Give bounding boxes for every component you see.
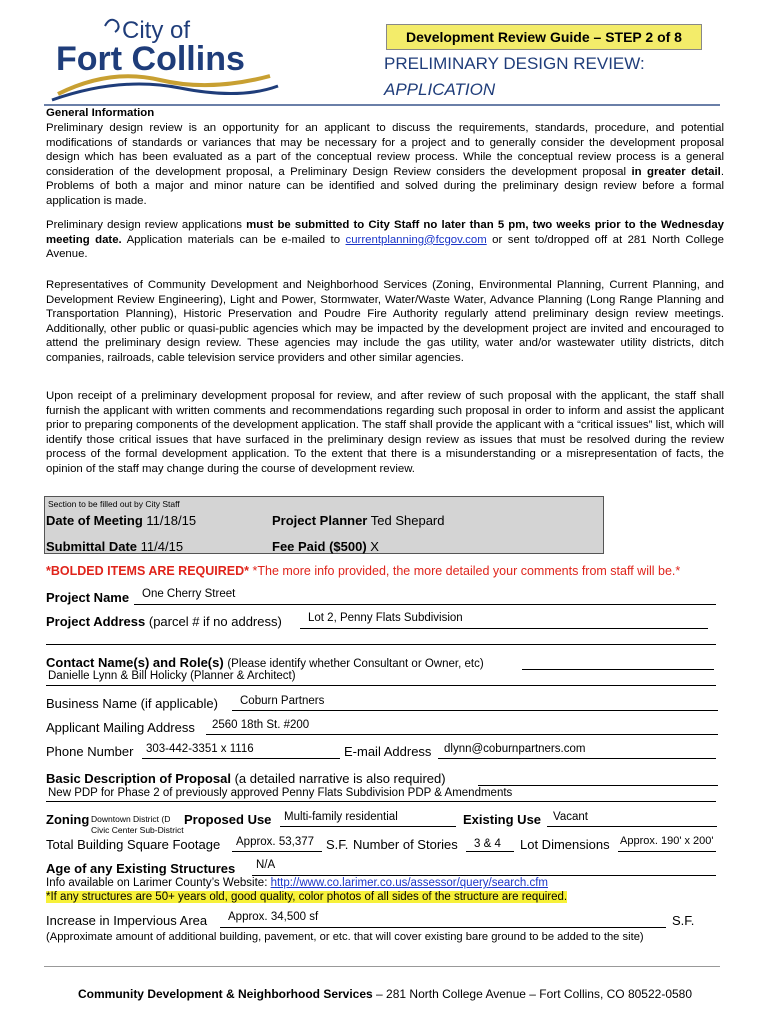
lot-label: Lot Dimensions [520, 837, 610, 852]
project-address-line [300, 628, 708, 629]
staff-caption: Section to be filled out by City Staff [48, 499, 180, 509]
footage-label: Total Building Square Footage [46, 837, 221, 852]
project-address-field[interactable]: Lot 2, Penny Flats Subdivision [308, 612, 463, 624]
paragraph-3: Representatives of Community Development and Neighborhood Services (Zoning, Environmental Planning, Current Planning, and Development Review Engineering), Light and Power, Stormwater, Water/Waste Water, Advance Planning (Long Range Planning and Transportation Planning), Historic Preservation and Poudre Fire Authority regularly attend preliminary design review meetings. Additionally, other public or quasi-public agencies which may be impacted by the development project are invited and encouraged to attend the preliminary design review. These agencies may include the gas utility, water and/or wastewater utility districts, ditch companies, railroads, cable television service providers and other similar agencies. [46, 279, 724, 364]
email-field[interactable]: dlynn@coburnpartners.com [444, 743, 586, 755]
business-label: Business Name (if applicable) [46, 696, 218, 711]
description-field[interactable]: New PDP for Phase 2 of previously approved Penny Flats Subdivision PDP & Amendments [48, 787, 513, 799]
paragraph-1: Preliminary design review is an opportunity for an applicant to discuss the requirements, standards, procedure, and potential modifications of standards or variances that may be necessary for a project and to generally consider the development proposal design which has been evaluated as a part of the conceptual review process. While the conceptual review process is a general consideration of the development proposal, a Preliminary Design Review considers the development proposal in greater detail. Problems of both a major and minor nature can be identified and solved during the preliminary design review before a formal application is made. [46, 122, 724, 207]
existing-use-field[interactable]: Vacant [553, 811, 588, 823]
mailing-label: Applicant Mailing Address [46, 720, 195, 735]
paragraph-2: Preliminary design review applications must be submitted to City Staff no later than 5 pm, two weeks prior to the Wednesday meeting date. Application materials can be e-mailed to currentplanning@fcgov.com or sent to/dropped off at 281 North College Avenue. [46, 219, 724, 261]
project-planner: Project Planner Ted Shepard [272, 513, 445, 528]
project-name-line [134, 604, 716, 605]
footer-divider [44, 966, 720, 967]
info-line: Info available on Larimer County’s Website: http://www.co.larimer.co.us/assessor/query/search.cfm [46, 877, 548, 889]
page-subtitle: APPLICATION [384, 80, 496, 99]
paragraph-4: Upon receipt of a preliminary development proposal for review, and after review of such proposal with the applicant, the staff shall furnish the applicant with written comments and recommendations regarding such proposal in order to inform and assist the applicant prior to preparing components of the development application. The staff shall provide the applicant with a “critical issues” list, which will identify those critical issues that have surfaced in the preliminary design review as issues that must be resolved during the review process of the formal development application. To the extent that there is a misunderstanding or a misrepresentation of facts, the opinion of the staff may change during the course of development review. [46, 390, 724, 475]
phone-field[interactable]: 303-442-3351 x 1116 [146, 743, 254, 755]
impervious-line [220, 927, 666, 928]
description-line-1 [478, 785, 718, 786]
description-line-2 [46, 801, 716, 802]
general-heading: General Information [46, 107, 155, 119]
footage-line [232, 851, 322, 852]
email-link[interactable]: currentplanning@fcgov.com [345, 233, 487, 246]
age-label: Age of any Existing Structures [46, 861, 236, 876]
business-field[interactable]: Coburn Partners [240, 695, 325, 707]
meeting-date: Date of Meeting 11/18/15 [46, 513, 197, 528]
phone-line [142, 758, 340, 759]
zoning-label: Zoning [46, 812, 90, 827]
phone-label: Phone Number [46, 744, 134, 759]
submittal-date: Submittal Date 11/4/15 [46, 539, 184, 554]
proposed-use-label: Proposed Use [184, 812, 272, 827]
contact-field[interactable]: Danielle Lynn & Bill Holicky (Planner & Architect) [48, 670, 296, 682]
footage-unit: S.F. [326, 837, 349, 852]
zoning-field[interactable]: Downtown District (D [91, 814, 171, 824]
step-badge: Development Review Guide – STEP 2 of 8 [386, 24, 702, 50]
zoning-subdistrict[interactable]: Civic Center Sub-District [91, 825, 184, 835]
age-line [252, 875, 716, 876]
fee-paid: Fee Paid ($500) X [272, 539, 379, 554]
page-title: PRELIMINARY DESIGN REVIEW: [384, 54, 645, 73]
project-name-label: Project Name [46, 590, 130, 605]
assessor-link[interactable]: http://www.co.larimer.co.us/assessor/query/search.cfm [270, 877, 548, 889]
contact-line-1 [522, 669, 714, 670]
age-field[interactable]: N/A [256, 859, 276, 871]
stories-label: Number of Stories [353, 837, 458, 852]
mailing-line [206, 734, 718, 735]
lot-line [618, 851, 716, 852]
logo-line2: Fort Collins [56, 40, 245, 78]
mailing-field[interactable]: 2560 18th St. #200 [212, 719, 310, 731]
impervious-field[interactable]: Approx. 34,500 sf [228, 911, 319, 923]
contact-label: Contact Name(s) and Role(s) (Please identify whether Consultant or Owner, etc) [46, 655, 484, 670]
description-label: Basic Description of Proposal (a detailed narrative is also required) [46, 771, 446, 786]
existing-use-line [547, 826, 717, 827]
existing-use-label: Existing Use [463, 812, 542, 827]
email-label: E-mail Address [344, 744, 432, 759]
impervious-hint: (Approximate amount of additional building, pavement, or etc. that will cover existing bare ground to be added to the site) [46, 931, 644, 943]
business-line [232, 710, 718, 711]
logo-line1: City of [122, 17, 191, 44]
stories-line [466, 851, 514, 852]
footage-field[interactable]: Approx. 53,377 [236, 836, 315, 848]
photo-note: *If any structures are 50+ years old, good quality, color photos of all sides of the structure are required. [46, 891, 568, 903]
stories-field[interactable]: 3 & 4 [474, 838, 501, 850]
address-extra-line [46, 644, 716, 645]
header-divider [44, 104, 720, 106]
project-address-label: Project Address (parcel # if no address) [46, 614, 282, 629]
lot-field[interactable]: Approx. 190' x 200' [620, 835, 714, 847]
contact-line-2 [46, 685, 716, 686]
email-line [438, 758, 716, 759]
impervious-unit: S.F. [672, 913, 695, 928]
city-logo [50, 6, 280, 102]
proposed-use-field[interactable]: Multi-family residential [284, 811, 398, 823]
project-name-field[interactable]: One Cherry Street [142, 588, 236, 600]
impervious-label: Increase in Impervious Area [46, 913, 208, 928]
required-note: *BOLDED ITEMS ARE REQUIRED* *The more info provided, the more detailed your comments from staff will be.* [46, 564, 681, 578]
footer: Community Development & Neighborhood Services – 281 North College Avenue – Fort Collins, CO 80522-0580 [77, 987, 693, 1001]
proposed-use-line [280, 826, 456, 827]
